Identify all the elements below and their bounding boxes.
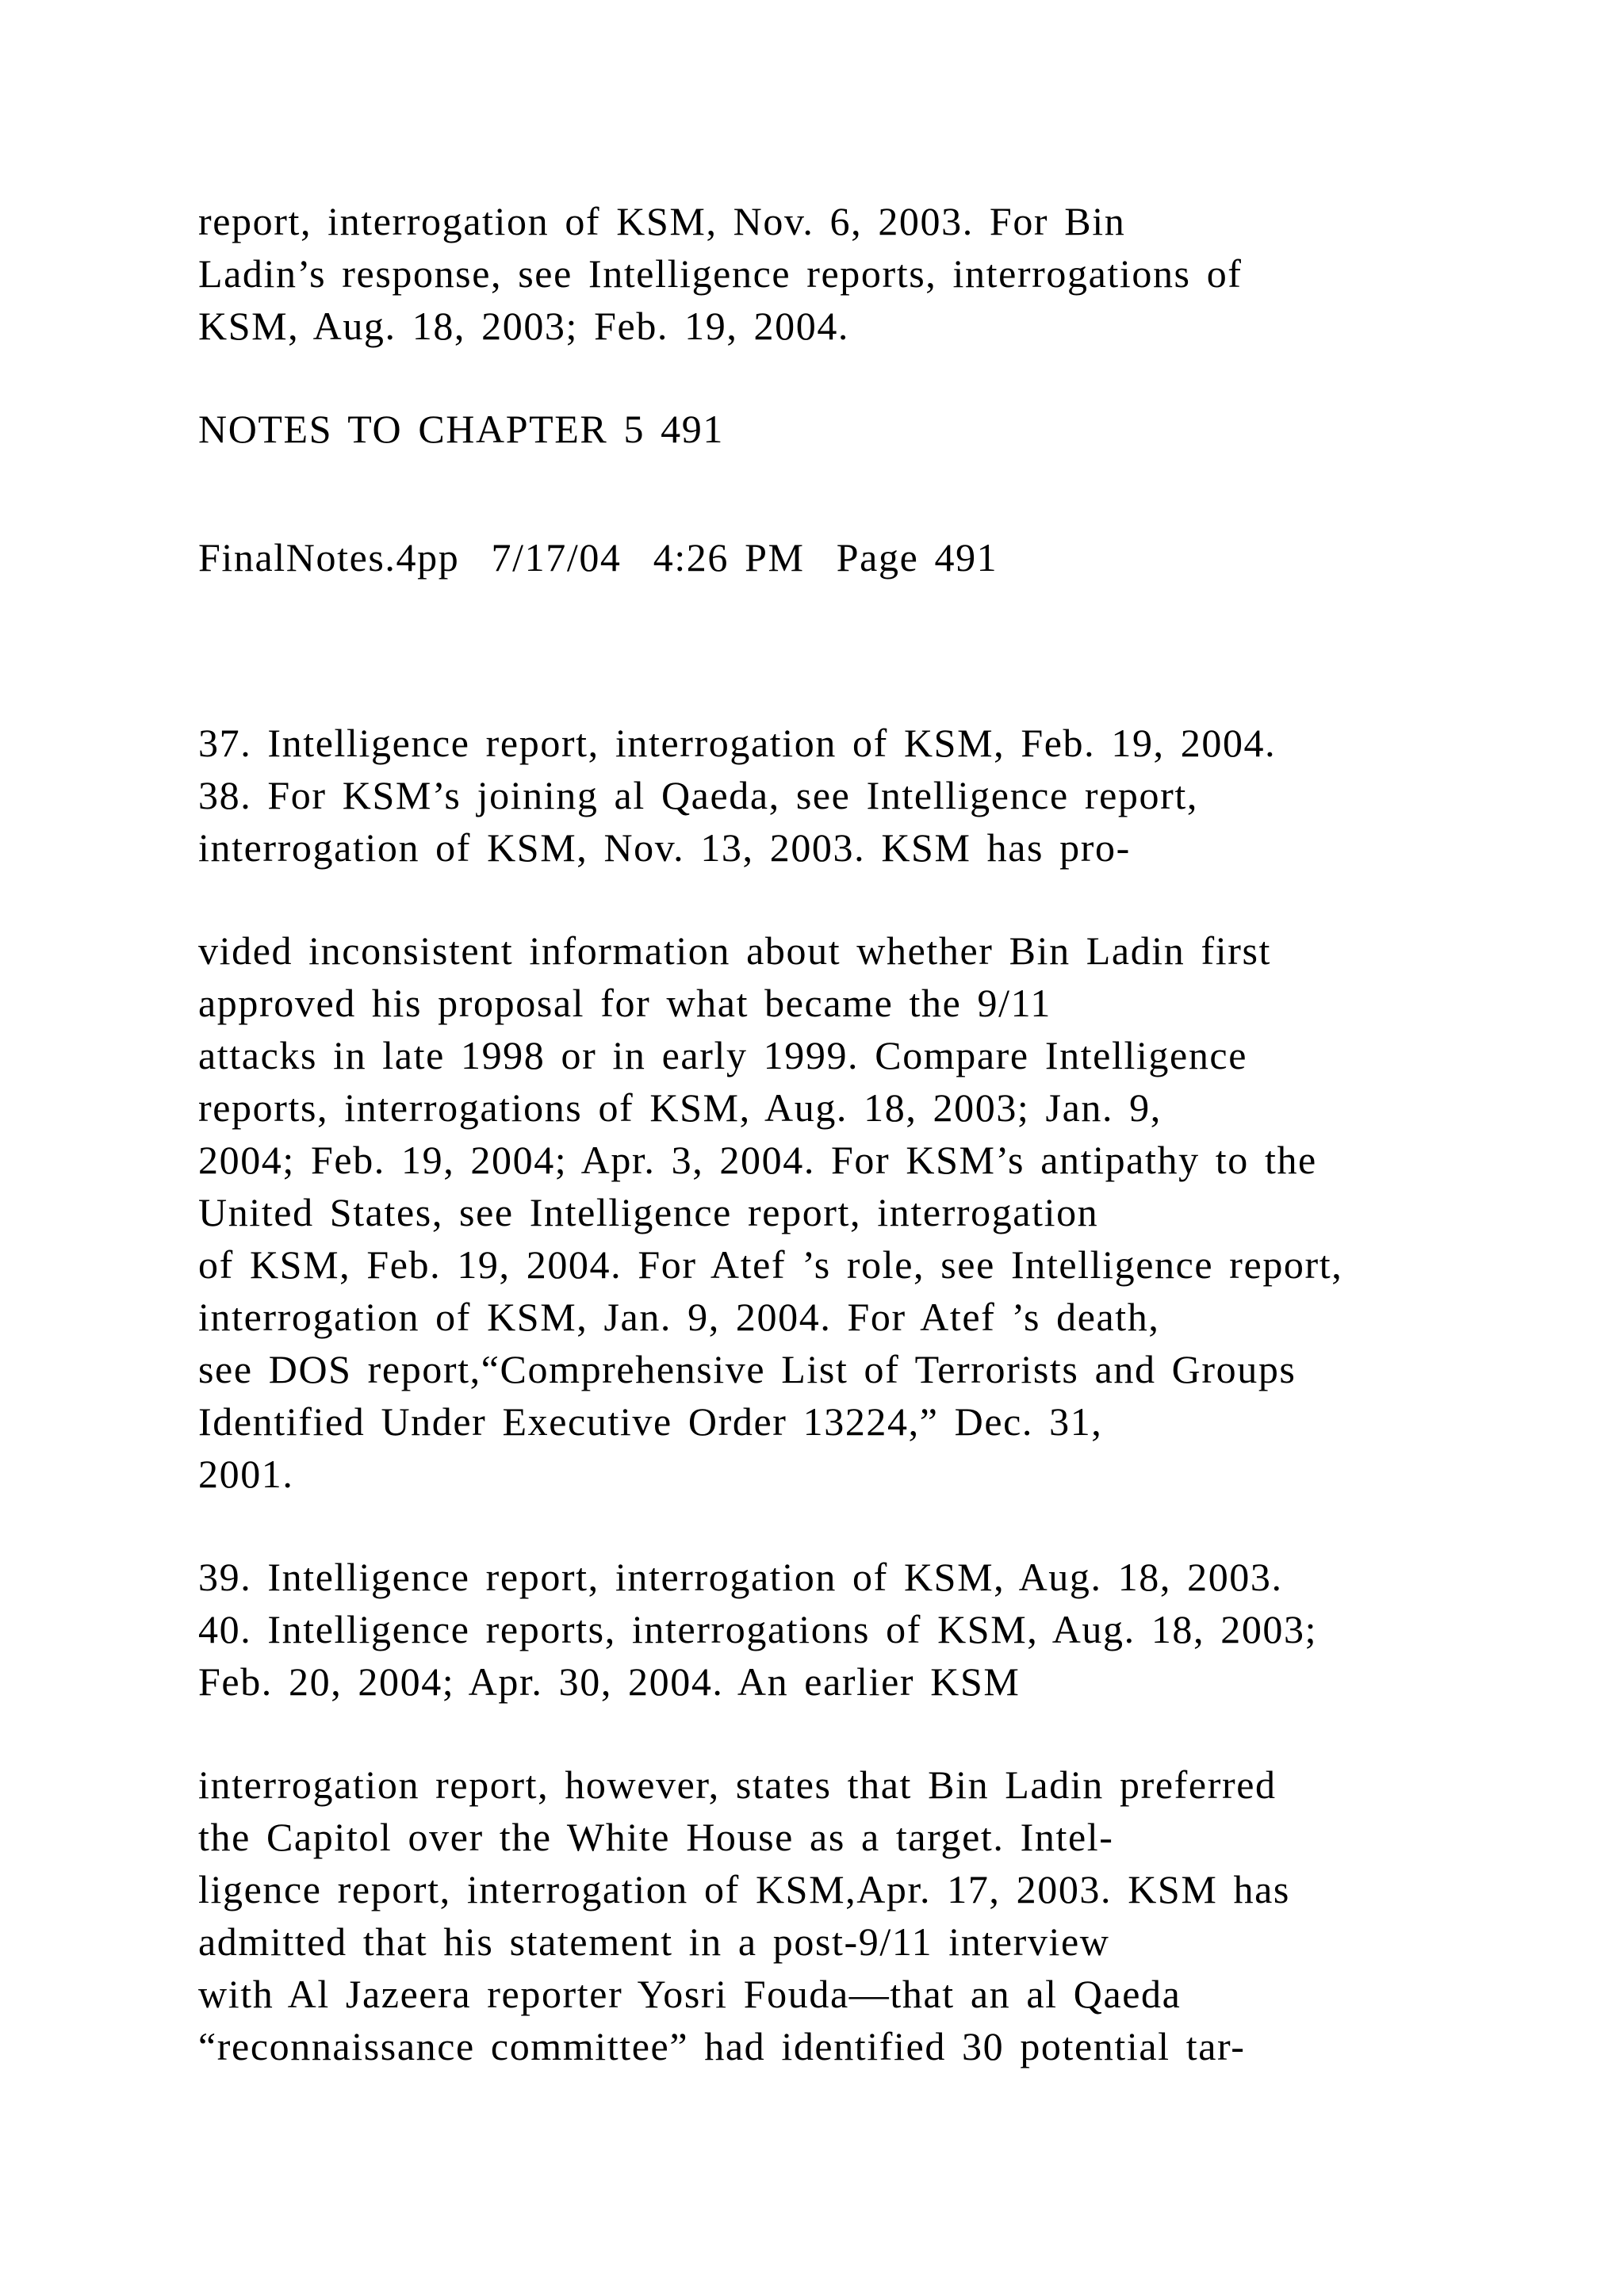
text-line: KSM, Aug. 18, 2003; Feb. 19, 2004. [198, 304, 850, 348]
text-line: approved his proposal for what became the 9/11 [198, 981, 1051, 1025]
printer-slug-line: FinalNotes.4pp 7/17/04 4:26 PM Page 491 [198, 535, 998, 580]
text-line: see DOS report,“Comprehensive List of Terrorists and Groups [198, 1347, 1297, 1391]
text-line: the Capitol over the White House as a target. Intel- [198, 1815, 1114, 1859]
note-38-continuation [198, 924, 1546, 1500]
text-line: interrogation of KSM, Jan. 9, 2004. For Atef ’s death, [198, 1295, 1160, 1339]
note-40-continuation [198, 1758, 1546, 2072]
text-line: ligence report, interrogation of KSM,Apr. 17, 2003. KSM has [198, 1867, 1290, 1911]
text-line: attacks in late 1998 or in early 1999. Compare Intelligence [198, 1033, 1248, 1077]
text-line: interrogation of KSM, Nov. 13, 2003. KSM has pro- [198, 825, 1131, 870]
text-line: admitted that his statement in a post-9/11 interview [198, 1919, 1110, 1964]
text-line: with Al Jazeera reporter Yosri Fouda—that an al Qaeda [198, 1972, 1182, 2016]
notes-39-40 [198, 1551, 1546, 1708]
note-37: 37. Intelligence report, interrogation of KSM, Feb. 19, 2004. [198, 721, 1277, 765]
text-line: interrogation report, however, states that Bin Ladin preferred [198, 1762, 1277, 1807]
text-line: United States, see Intelligence report, interrogation [198, 1190, 1099, 1234]
chapter-footer [198, 403, 1546, 455]
note-38: 38. For KSM’s joining al Qaeda, see Intelligence report, [198, 773, 1198, 817]
note-40: 40. Intelligence reports, interrogations of KSM, Aug. 18, 2003; [198, 1607, 1318, 1651]
note-39: 39. Intelligence report, interrogation of KSM, Aug. 18, 2003. [198, 1555, 1283, 1599]
text-line: “reconnaissance committee” had identified 30 potential tar- [198, 2024, 1246, 2068]
running-footer: NOTES TO CHAPTER 5 491 [198, 407, 724, 451]
text-line: vided inconsistent information about whether Bin Ladin first [198, 928, 1272, 973]
text-line: 2004; Feb. 19, 2004; Apr. 3, 2004. For KSM’s antipathy to the [198, 1138, 1317, 1182]
text-line: of KSM, Feb. 19, 2004. For Atef ’s role, see Intelligence report, [198, 1242, 1343, 1287]
text-line: Ladin’s response, see Intelligence reports, interrogations of [198, 251, 1243, 296]
text-line: Identified Under Executive Order 13224,” Dec. 31, [198, 1399, 1103, 1444]
file-slug [198, 531, 1546, 584]
note-36-continuation [198, 195, 1546, 352]
text-line: 2001. [198, 1452, 294, 1496]
text-line: report, interrogation of KSM, Nov. 6, 2003. For Bin [198, 199, 1126, 243]
text-line: reports, interrogations of KSM, Aug. 18, 2003; Jan. 9, [198, 1085, 1162, 1130]
notes-37-38 [198, 717, 1546, 874]
text-line: Feb. 20, 2004; Apr. 30, 2004. An earlier KSM [198, 1659, 1021, 1704]
